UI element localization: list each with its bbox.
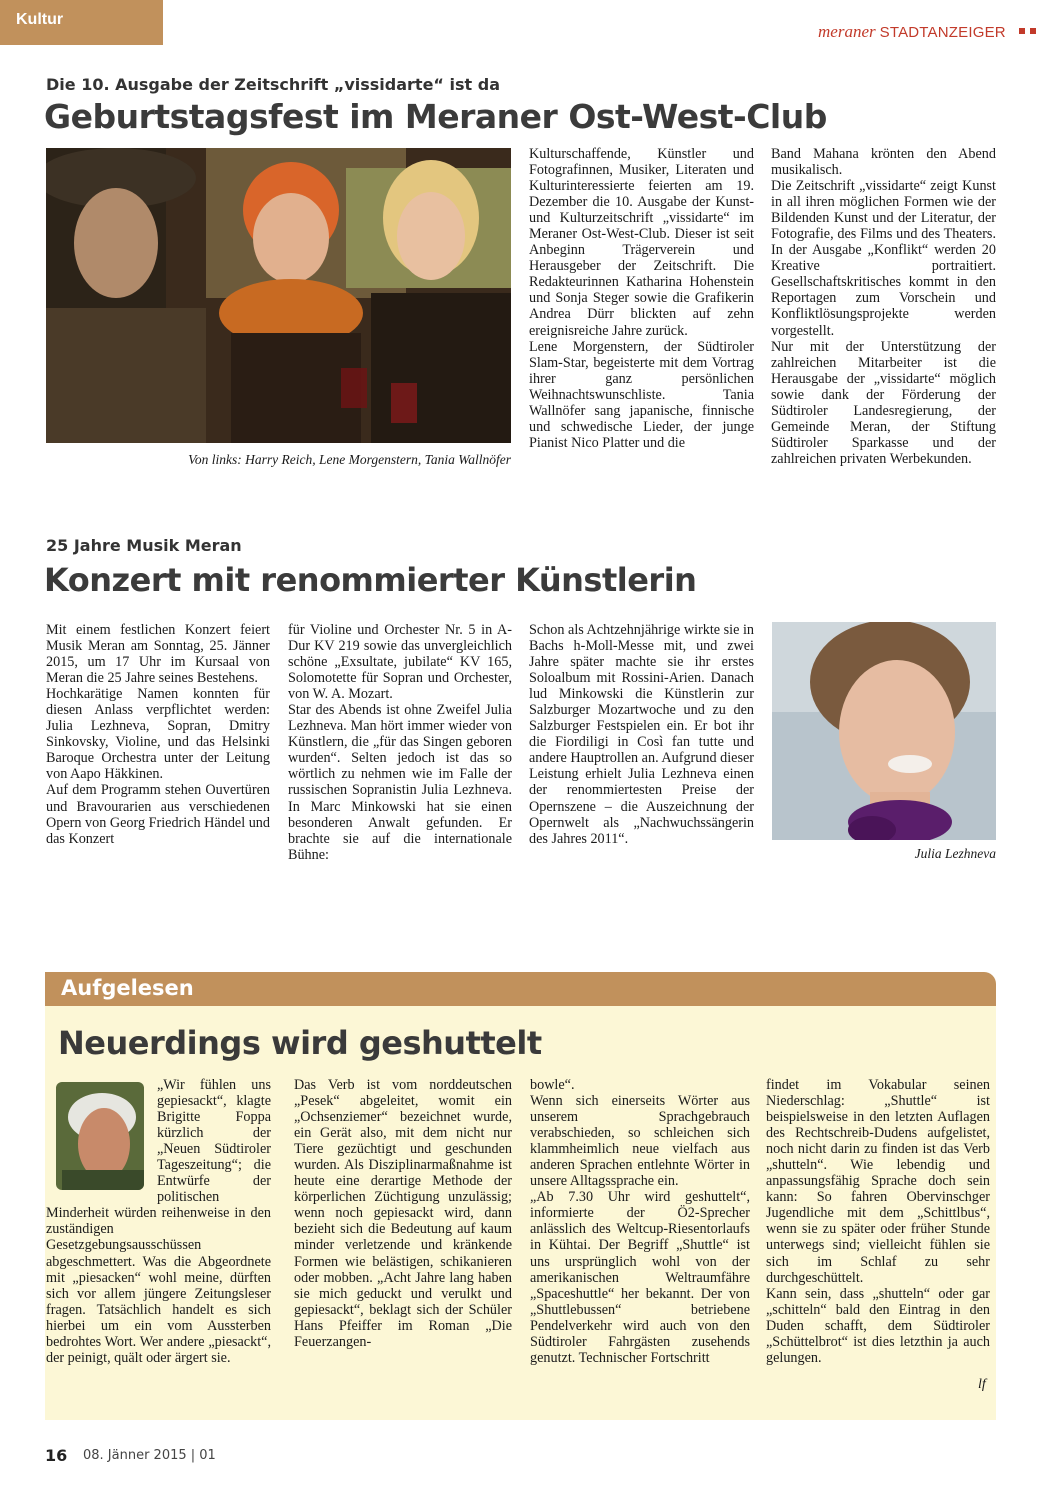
photo-float-spacer: [46, 1077, 157, 1191]
paragraph: Hochkarätige Namen konnten für diesen Anlass verpflichtet werden: Julia Lezhneva, Sopran, Dmitry Sinkovsky, Violine, und das Helsinki Baroque Orchestra unter der Leitung von Aapo Häkkinen.: [46, 686, 270, 783]
article2-column-1: [46, 622, 270, 864]
aufgelesen-label: Aufgelesen: [61, 976, 194, 1000]
masthead-part1: meraner: [818, 22, 876, 41]
paragraph: Mit einem festlichen Konzert feiert Musik Meran am Sonntag, 25. Jänner 2015, um 17 Uhr im Kursaal von Meran die 25 Jahre seines Bestehens.: [46, 622, 270, 687]
box-column-4: [766, 1077, 990, 1397]
box-column-3: [530, 1077, 750, 1397]
article1-headline: Geburtstagsfest im Meraner Ost-West-Club: [44, 97, 827, 136]
box-headline: Neuerdings wird geshuttelt: [58, 1024, 542, 1062]
article1-column-1: [529, 146, 754, 468]
party-photo: [46, 148, 511, 443]
box-column-2: [294, 1077, 512, 1397]
article2-caption: Julia Lezhneva: [914, 846, 996, 861]
paragraph: bowle“.: [530, 1077, 575, 1093]
paragraph: Wenn sich einerseits Wörter aus unserem Sprachgebrauch verabschieden, so schleichen sich klammheimlich neue vielfach aus anderen Sprachen entlehnte Wörter in unsere Alltagssprache ein.: [530, 1093, 750, 1190]
paragraph: findet im Vokabular seinen Niederschlag: „Shuttle“ ist beispielsweise in den letzten Auflagen des Rechtschreib-Dudens aufgelistet, noch nicht darin zu finden ist das Verb „shutteln“. Wie lebendig und anpassungsfähig Sprache doch sein kann: So fahren Obervinschger Jugendliche mit dem „Schittlbus“, wenn sie zu später oder früher Stunde unterwegs sind; vielleicht fühlen sie sich im Schlaf zu sehr durchgeschüttelt.: [766, 1077, 990, 1286]
paragraph: Schon als Achtzehnjährige wirkte sie in Bachs h-Moll-Messe mit, und zwei Jahre später machte sie ihr erstes Soloalbum mit Rossini-Arien. Danach lud Minkowski die Künstlerin zur Salzburger Mozartwoche und zu den Salzburger Festspielen ein. Er bot ihr die Fiordiligi in Così fan tutte und andere Hauptrollen an. Aufgrund dieser Leistung erhielt Julia Lezhneva einen der renommiertesten Preise der Opernszene – die Auszeichnung der Opernwelt als „Nachwuchssängerin des Jahres 2011“.: [529, 622, 754, 847]
masthead-square-icon: [1030, 28, 1036, 34]
paragraph: „Ab 7.30 Uhr wird geshuttelt“, informierte der Ö2-Sprecher anlässlich des Weltcup-Riesentorlaufs in Kühtai. Der Begriff „Shuttle“ ist uns ursprünglich wohl von der amerikanischen Weltraumfähre „Spaceshuttle“ her bekannt. Der von „Shuttlebussen“ betriebene Pendelverkehr wird auch von den Südtiroler Fahrgästen zusehends genutzt. Technischer Fortschritt: [530, 1189, 750, 1366]
paragraph: Nur mit der Unterstützung der zahlreichen Mitarbeiter ist die Herausgabe der „vissidarte“ möglich sowie dank der Förderung der Südtiroler Landesregierung, der Gemeinde Meran, der Stiftung Südtiroler Sparkasse und der zahlreichen privaten Werbekunden.: [771, 338, 996, 467]
box-column-1: [46, 1077, 271, 1397]
article2-headline: Konzert mit renommierter Künstlerin: [44, 561, 697, 599]
masthead-part2: STADTANZEIGER: [879, 24, 1006, 41]
article2-column-3: [529, 622, 754, 864]
masthead-square-icon: [1019, 28, 1025, 34]
paragraph: für Violine und Orchester Nr. 5 in A-Dur KV 219 sowie das unvergleichlich schöne „Exsultate, jubilate“ KV 165, Solomotette für Sopran und Orchester, von W. A. Mozart.: [288, 622, 512, 703]
article2-column-2: [288, 622, 512, 864]
page-number: 16: [45, 1446, 68, 1465]
section-tag: [0, 0, 163, 45]
issue-date: 08. Jänner 2015 | 01: [83, 1448, 216, 1463]
article1-caption: Von links: Harry Reich, Lene Morgenstern, Tania Wallnöfer: [188, 452, 511, 467]
section-tag-label: Kultur: [16, 11, 64, 28]
paragraph: Auf dem Programm stehen Ouvertüren und Bravourarien aus verschiedenen Opern von Georg Friedrich Händel und das Konzert: [46, 782, 270, 847]
paragraph: Star des Abends ist ohne Zweifel Julia Lezhneva. Man hört immer wieder von Künstlern, die „für das Singen geboren wurden“. Selten jedoch ist das so wörtlich zu nehmen wie im Falle der russischen Sopranistin Julia Lezhneva. In Marc Minkowski hat sie einen besonderen Anwalt gefunden. Er brachte sie auf die internationale Bühne:: [288, 702, 512, 863]
paragraph: „Wir fühlen uns gepiesackt“, klagte Brigitte Foppa kürzlich der „Neuen Südtiroler Tageszeitung“; die Entwürfe der politischen Minderheit würden reihenweise in den zuständigen Gesetzgebungsausschüssen abgeschmettert. Was die Abgeordnete mit „piesacken“ wohl meine, dürften sich vor allem jüngere Zeitungsleser fragen. Tatsächlich handelt es sich hierbei um ein vom Aussterben bedrohtes Wort. Wer andere „piesackt“, der peinigt, quält oder ärgert sie.: [46, 1077, 271, 1366]
article1-column-2: [771, 146, 996, 468]
author-signature: lf: [978, 1377, 986, 1392]
masthead-logo: [818, 22, 1006, 42]
paragraph: Das Verb ist vom norddeutschen „Pesek“ abgeleitet, womit ein „Ochsenziemer“ bezeichnet wurde, ein Gerät also, mit dem nicht nur Tiere gezüchtigt und geschunden wurden. Als Disziplinarmaßnahme ist heute eine derartige Methode der körperlichen Züchtigung unzulässig; wenn noch gepiesackt wird, dann bezieht sich die Bedeutung auf kaum minder verletzende und kränkende Formen wie belästigen, schikanieren oder mobben. „Acht Jahre lang haben sie mich geduckt und verulkt und gepiesackt“, beklagt sich der Schüler Hans Pfeiffer im Roman „Die Feuerzangen-: [294, 1077, 512, 1350]
article2-kicker: 25 Jahre Musik Meran: [46, 536, 242, 555]
paragraph: Kann sein, dass „shutteln“ oder gar „schitteln“ bald den Eintrag in den Duden schafft, dem Südtiroler „Schüttelbrot“ ist dies letzthin ja auch gelungen.: [766, 1285, 990, 1366]
article1-kicker: Die 10. Ausgabe der Zeitschrift „vissidarte“ ist da: [46, 75, 500, 94]
paragraph: Kulturschaffende, Künstler und Fotografinnen, Musiker, Literaten und Kulturinteressierte feierten am 19. Dezember die 10. Ausgabe der Kunst- und Kulturzeitschrift „vissidarte“ im Meraner Ost-West-Club. Dieser ist seit Anbeginn Trägerverein und Herausgeber der Zeitschrift. Die Redakteurinnen Katharina Hohenstein und Sonja Steger sowie die Grafikerin Andrea Dürr blickten auf zehn ereignisreiche Jahre zurück.: [529, 146, 754, 339]
paragraph: Die Zeitschrift „vissidarte“ zeigt Kunst in all ihren möglichen Formen wie der Bildenden Kunst und der Literatur, der Fotografie, des Films und des Theaters. In der Ausgabe „Konflikt“ werden 20 Kreative portraitiert. Gesellschaftskritisches kommt in den Reportagen zum Vorschein und Konfliktlösungsprojekte werden vorgestellt.: [771, 178, 996, 339]
portrait-photo-julia: [772, 622, 996, 840]
paragraph: Lene Morgenstern, der Südtiroler Slam-Star, begeisterte mit dem Vortrag ihrer ganz persönlichen Weihnachtswunschliste. Tania Wallnöfer sang japanische, finnische und schwedische Lieder, der junge Pianist Nico Platter und die: [529, 338, 754, 451]
aufgelesen-header: [45, 972, 996, 1006]
paragraph: Band Mahana krönten den Abend musikalisch.: [771, 146, 996, 179]
